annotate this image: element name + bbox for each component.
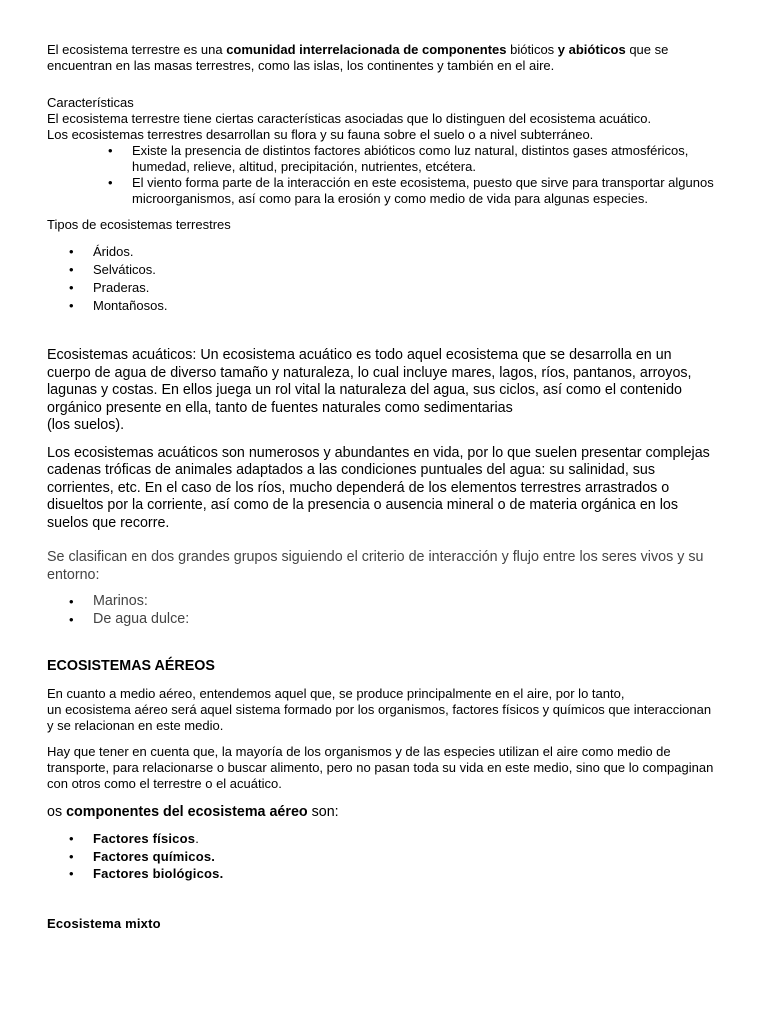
bullet-dot: • [69,611,74,627]
componente-item-text: Factores químicos [93,848,212,864]
aereos-heading: ECOSISTEMAS AÉREOS [47,658,215,674]
bullet-dot: • [69,866,74,881]
acuaticos-item [69,593,727,611]
tipos-item-text: Montañosos. [93,298,168,313]
bullet-dot: • [108,175,113,190]
caracteristicas-bullets [108,143,732,207]
intro-text-1: El ecosistema terrestre es una [47,42,227,57]
intro-paragraph [47,42,717,74]
aereos-p1-text-a: En cuanto a medio aéreo, entendemos aquel que, se produce principalmente en el aire, por lo tanto, [47,685,625,701]
acuaticos-paragraph-3: Se clasifican en dos grandes grupos siguiendo el criterio de interacción y flujo entre los seres vivos y su entorno: [47,549,704,583]
acuaticos-item-text: Marinos: [93,593,148,609]
caracteristicas-bullet [108,143,732,175]
componente-item-suffix: . [211,848,215,864]
tipos-item [69,279,727,297]
caracteristicas-line-1: El ecosistema terrestre tiene ciertas características asociadas que lo distinguen del ecosistema acuático. [47,111,652,126]
caracteristicas-bullet-text: El viento forma parte de la interacción en este ecosistema, puesto que sirve para transportar algunos microorganismos, así como para la erosión y como medio de vida para algunas especies. [132,175,714,206]
acuaticos-item [69,610,727,629]
bullet-dot: • [69,848,74,864]
document-page [47,42,727,932]
componente-item [69,865,727,883]
componente-item-text: Factores físicos [93,831,196,846]
tipos-heading: Tipos de ecosistemas terrestres [47,217,231,232]
aereos-paragraph-2: Hay que tener en cuenta que, la mayoría de los organismos y de las especies utilizan el aire como medio de transporte, para relacionarse o buscar alimento, pero no pasan toda su vida en este medio, sino que lo compaginan con otros como el terrestre o el acuático. [47,743,714,791]
aereos-componentes-line [47,804,727,822]
componentes-bold: componentes del ecosistema aéreo [66,803,308,820]
acuaticos-item-text: De agua dulce: [93,610,190,627]
componente-item-suffix: . [195,831,199,846]
tipos-item-text: Praderas. [93,280,150,295]
intro-text-2: bióticos [506,42,558,57]
acuaticos-p1-end: (los suelos). [47,417,125,433]
tipos-item-text: Selváticos. [93,262,156,277]
intro-bold-2: y abióticos [557,42,626,57]
bullet-dot: • [69,831,74,846]
tipos-item-text: Áridos. [93,244,134,259]
tipos-list [69,243,727,315]
bullet-dot: • [69,280,74,295]
aereos-componentes-list [69,830,727,883]
componentes-pre: os [47,803,67,820]
mixto-heading: Ecosistema mixto [47,915,161,931]
tipos-item [69,261,727,279]
acuaticos-paragraph-2: Los ecosistemas acuáticos son numerosos y abundantes en vida, por lo que suelen presentar complejas cadenas tróficas de animales adaptados a las condiciones puntuales del agua: su salinidad, sus corrientes, etc. En el caso de los ríos, mucho dependerá de los elementos terrestres arrastrados o disueltos por la corriente, así como de la presencia o ausencia mineral o de materia orgánica en los suelos que recorre. [47,444,710,531]
intro-text-3: que se encuentran en las masas terrestres, como las islas, los continentes y también en el aire. [47,42,669,73]
acuaticos-list [69,593,727,628]
bullet-dot: • [108,143,113,158]
caracteristicas-bullet [108,175,732,207]
tipos-item [69,243,727,261]
caracteristicas-line-2: Los ecosistemas terrestres desarrollan su flora y su fauna sobre el suelo o a nivel subterráneo. [47,127,594,142]
aereos-paragraph-1 [47,686,717,734]
componente-item [69,830,727,848]
aereos-p1-text-b: un ecosistema aéreo será aquel sistema formado por los organismos, factores físicos y químicos que interaccionan y se relacionan en este medio. [47,701,712,733]
bullet-dot: • [69,244,74,259]
bullet-dot: • [69,594,74,609]
intro-bold-1: comunidad interrelacionada de componentes [226,42,507,57]
componente-item-suffix: . [219,866,224,881]
bullet-dot: • [69,262,74,277]
bullet-dot: • [69,298,74,313]
acuaticos-p1-text: Ecosistemas acuáticos: Un ecosistema acuático es todo aquel ecosistema que se desarrolla en un cuerpo de agua de diverso tamaño y naturaleza, lo cual incluye mares, lagos, ríos, pantanos, arroyos, lagunas y costas. En ellos juega un rol vital la naturaleza del agua, sus ciclos, así como el contenido orgánico presente en ella, tanto de fuentes naturales como sedimentarias [47,347,692,416]
componente-item-text: Factores biológicos [93,866,220,881]
acuaticos-paragraph-1 [47,347,717,435]
caracteristicas-bullet-text: Existe la presencia de distintos factores abióticos como luz natural, distintos gases atmosféricos, humedad, relieve, altitud, precipitación, nutrientes, etcétera. [132,143,689,174]
caracteristicas-heading: Características [47,95,134,110]
componentes-post: son: [307,803,339,820]
tipos-item [69,297,727,315]
componente-item [69,848,727,866]
